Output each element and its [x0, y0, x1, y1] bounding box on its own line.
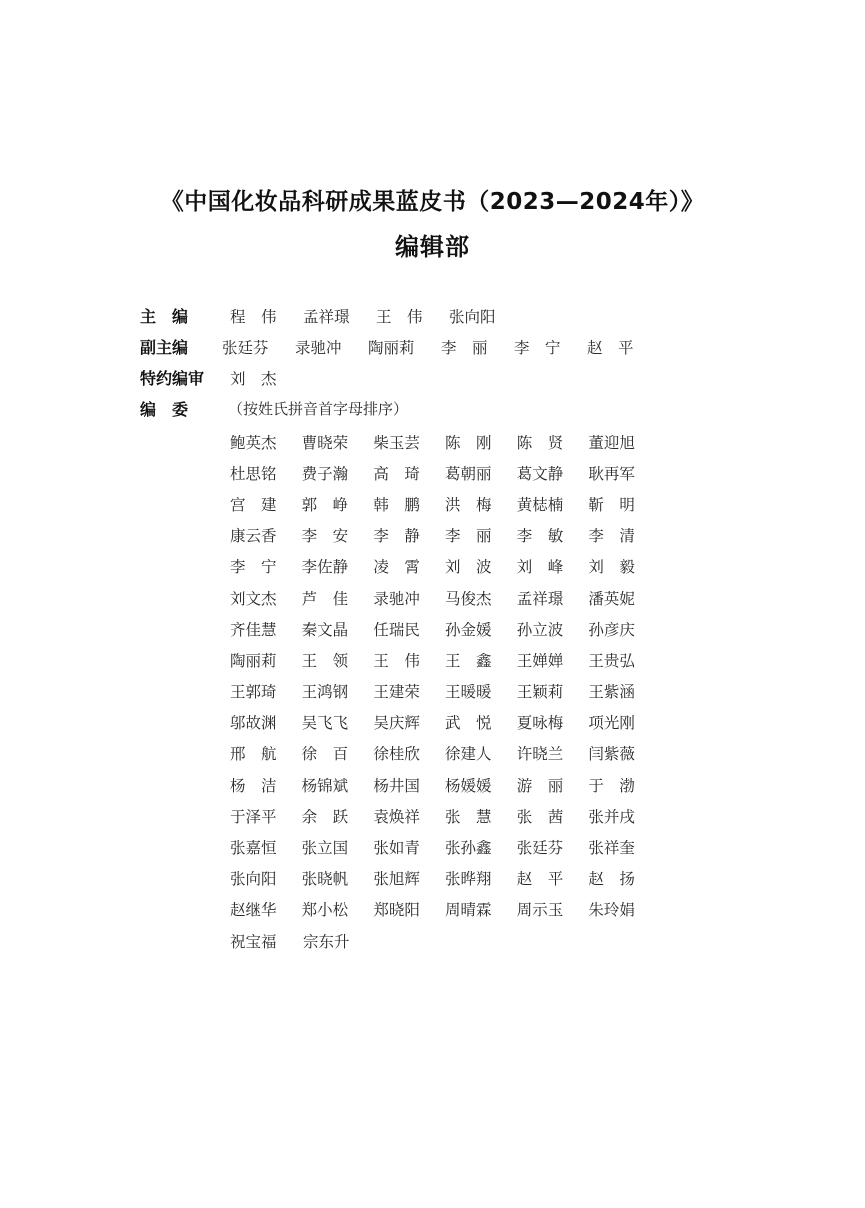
committee-member-name: 祝宝福: [230, 932, 277, 951]
committee-member-name: 董迎旭: [588, 433, 635, 452]
committee-row: [230, 863, 660, 894]
committee-member-name: 张祥奎: [588, 839, 635, 858]
committee-row: [230, 426, 660, 457]
person-name: 李 宁: [514, 338, 561, 357]
committee-member-name: 宗东升: [303, 932, 350, 951]
committee-member-name: 刘文杰: [230, 589, 277, 608]
committee-member-name: 杨媛媛: [445, 776, 492, 795]
committee-member-name: 韩 鹏: [373, 495, 420, 514]
committee-member-name: 张廷芬: [516, 839, 564, 858]
committee-row: [230, 551, 660, 582]
committee-member-name: 王暖暖: [445, 683, 492, 702]
committee-member-name: 任瑞民: [373, 620, 420, 639]
committee-member-name: 吴飞飞: [301, 714, 349, 733]
person-name: 李 丽: [441, 338, 488, 357]
committee-member-name: 陶丽莉: [230, 651, 277, 670]
person-name: 张廷芬: [222, 338, 269, 357]
committee-member-name: 张立国: [301, 839, 349, 858]
committee-member-name: 郑晓阳: [373, 901, 420, 920]
committee-member-name: 周示玉: [516, 901, 564, 920]
committee-member-name: 芦 佳: [301, 589, 349, 608]
committee-member-name: 李 宁: [230, 558, 277, 577]
committee-member-name: 夏咏梅: [516, 714, 564, 733]
committee-members: [230, 426, 660, 956]
committee-member-name: 王贵弘: [588, 651, 635, 670]
committee-row: [230, 676, 660, 707]
committee-member-name: 于 渤: [588, 776, 635, 795]
committee-member-name: 李 安: [301, 527, 349, 546]
committee-member-name: 张 慧: [445, 807, 492, 826]
committee-member-name: 张孙鑫: [445, 839, 492, 858]
committee-member-name: 王建荣: [373, 683, 420, 702]
deputy-editors-label: 副主编: [140, 338, 189, 357]
committee-member-name: 刘 波: [445, 558, 492, 577]
committee-member-name: 张如青: [373, 839, 420, 858]
committee-row: [230, 613, 660, 644]
committee-row: [230, 582, 660, 613]
person-name: 录驰冲: [295, 338, 342, 357]
person-name: 程 伟: [230, 307, 277, 326]
committee-label: 编 委: [140, 400, 189, 419]
committee-member-name: 郭 峥: [301, 495, 349, 514]
committee-member-name: 王 伟: [373, 651, 420, 670]
committee-member-name: 凌 霄: [373, 558, 420, 577]
committee-row: [230, 925, 660, 956]
committee-member-name: 黄梽楠: [516, 495, 564, 514]
committee-member-name: 孙立波: [516, 620, 564, 639]
editor-in-chief-names: [230, 305, 522, 327]
committee-row: [230, 738, 660, 769]
editor-in-chief-row: [140, 300, 660, 331]
person-name: 陶丽莉: [368, 338, 415, 357]
committee-member-name: 王鸿钢: [301, 683, 349, 702]
committee-member-name: 陈 刚: [445, 433, 492, 452]
committee-member-name: 杜思铭: [230, 464, 277, 483]
committee-member-name: 张嘉恒: [230, 839, 277, 858]
committee-sort-note: （按姓氏拼音首字母排序）: [228, 400, 409, 418]
committee-member-name: 郑小松: [301, 901, 349, 920]
committee-member-name: 靳 明: [588, 495, 635, 514]
committee-member-name: 邢 航: [230, 745, 277, 764]
person-name: 赵 平: [587, 338, 634, 357]
committee-member-name: 曹晓荣: [301, 433, 349, 452]
committee-member-name: 张并戌: [588, 807, 635, 826]
committee-row: [230, 769, 660, 800]
committee-member-name: 张晔翔: [445, 870, 492, 889]
committee-member-name: 柴玉芸: [373, 433, 420, 452]
committee-member-name: 余 跃: [301, 807, 349, 826]
committee-member-name: 李佐静: [301, 558, 349, 577]
committee-member-name: 赵继华: [230, 901, 277, 920]
committee-member-name: 孟祥璟: [516, 589, 564, 608]
committee-member-name: 徐桂欣: [373, 745, 420, 764]
editor-in-chief-label: 主 编: [140, 307, 189, 326]
committee-row: [230, 488, 660, 519]
committee-member-name: 王颖莉: [516, 683, 564, 702]
committee-member-name: 吴庆辉: [373, 714, 420, 733]
committee-member-name: 武 悦: [445, 714, 492, 733]
committee-member-name: 许晓兰: [516, 745, 564, 764]
committee-member-name: 鲍英杰: [230, 433, 277, 452]
committee-member-name: 刘 毅: [588, 558, 635, 577]
committee-member-name: 于泽平: [230, 807, 277, 826]
committee-member-name: 李 静: [373, 527, 420, 546]
committee-member-name: 耿再军: [588, 464, 635, 483]
committee-member-name: 张晓帆: [301, 870, 349, 889]
deputy-editors-row: [140, 331, 660, 362]
person-name: 张向阳: [449, 307, 496, 326]
committee-member-name: 潘英妮: [588, 589, 635, 608]
committee-member-name: 葛朝丽: [445, 464, 492, 483]
committee-member-name: 孙彦庆: [588, 620, 635, 639]
committee-member-name: 录驰冲: [373, 589, 420, 608]
committee-row: [230, 707, 660, 738]
committee-member-name: 李 敏: [516, 527, 564, 546]
book-title: 《中国化妆品科研成果蓝皮书（2023—2024年）》: [160, 189, 705, 215]
committee-member-name: 徐建人: [445, 745, 492, 764]
committee-member-name: 徐 百: [301, 745, 349, 764]
committee-member-name: 陈 贤: [516, 433, 564, 452]
person-name: 王 伟: [376, 307, 423, 326]
committee-member-name: 杨井国: [373, 776, 420, 795]
committee-member-name: 高 琦: [373, 464, 420, 483]
committee-member-name: 闫紫薇: [588, 745, 635, 764]
committee-member-name: 杨锦斌: [301, 776, 349, 795]
committee-member-name: 李 清: [588, 527, 635, 546]
committee-member-name: 朱玲娟: [588, 901, 635, 920]
department-title: 编辑部: [395, 233, 470, 261]
person-name: 刘 杰: [230, 369, 277, 388]
committee-member-name: 葛文静: [516, 464, 564, 483]
committee-member-name: 赵 平: [516, 870, 564, 889]
committee-member-name: 王 鑫: [445, 651, 492, 670]
committee-member-name: 王婵婵: [516, 651, 564, 670]
committee-member-name: 宫 建: [230, 495, 277, 514]
committee-member-name: 李 丽: [445, 527, 492, 546]
committee-member-name: 张 茜: [516, 807, 564, 826]
committee-member-name: 洪 梅: [445, 495, 492, 514]
committee-row: [230, 644, 660, 675]
staff-list: [140, 300, 660, 424]
committee-row: [230, 831, 660, 862]
committee-row: [230, 457, 660, 488]
special-reviewer-label: 特约编审: [140, 369, 205, 388]
committee-row: [230, 520, 660, 551]
committee-member-name: 刘 峰: [516, 558, 564, 577]
committee-member-name: 王紫涵: [588, 683, 635, 702]
committee-member-name: 马俊杰: [445, 589, 492, 608]
committee-member-name: 邬故渊: [230, 714, 277, 733]
committee-member-name: 杨 洁: [230, 776, 277, 795]
committee-member-name: 周晴霖: [445, 901, 492, 920]
committee-member-name: 王郭琦: [230, 683, 277, 702]
special-reviewer-row: [140, 362, 660, 393]
committee-member-name: 项光刚: [588, 714, 635, 733]
committee-member-name: 孙金媛: [445, 620, 492, 639]
committee-member-name: 袁焕祥: [373, 807, 420, 826]
committee-member-name: 康云香: [230, 527, 277, 546]
special-reviewer-names: [230, 367, 303, 389]
committee-member-name: 齐佳慧: [230, 620, 277, 639]
person-name: 孟祥璟: [303, 307, 350, 326]
committee-member-name: 赵 扬: [588, 870, 635, 889]
committee-row: [230, 800, 660, 831]
deputy-editors-names: [222, 336, 660, 358]
committee-member-name: 游 丽: [516, 776, 564, 795]
committee-row: [230, 894, 660, 925]
committee-member-name: 王 领: [301, 651, 349, 670]
committee-member-name: 张旭辉: [373, 870, 420, 889]
committee-member-name: 张向阳: [230, 870, 277, 889]
committee-header-row: [140, 393, 660, 424]
committee-member-name: 秦文晶: [301, 620, 349, 639]
committee-member-name: 费子瀚: [301, 464, 349, 483]
